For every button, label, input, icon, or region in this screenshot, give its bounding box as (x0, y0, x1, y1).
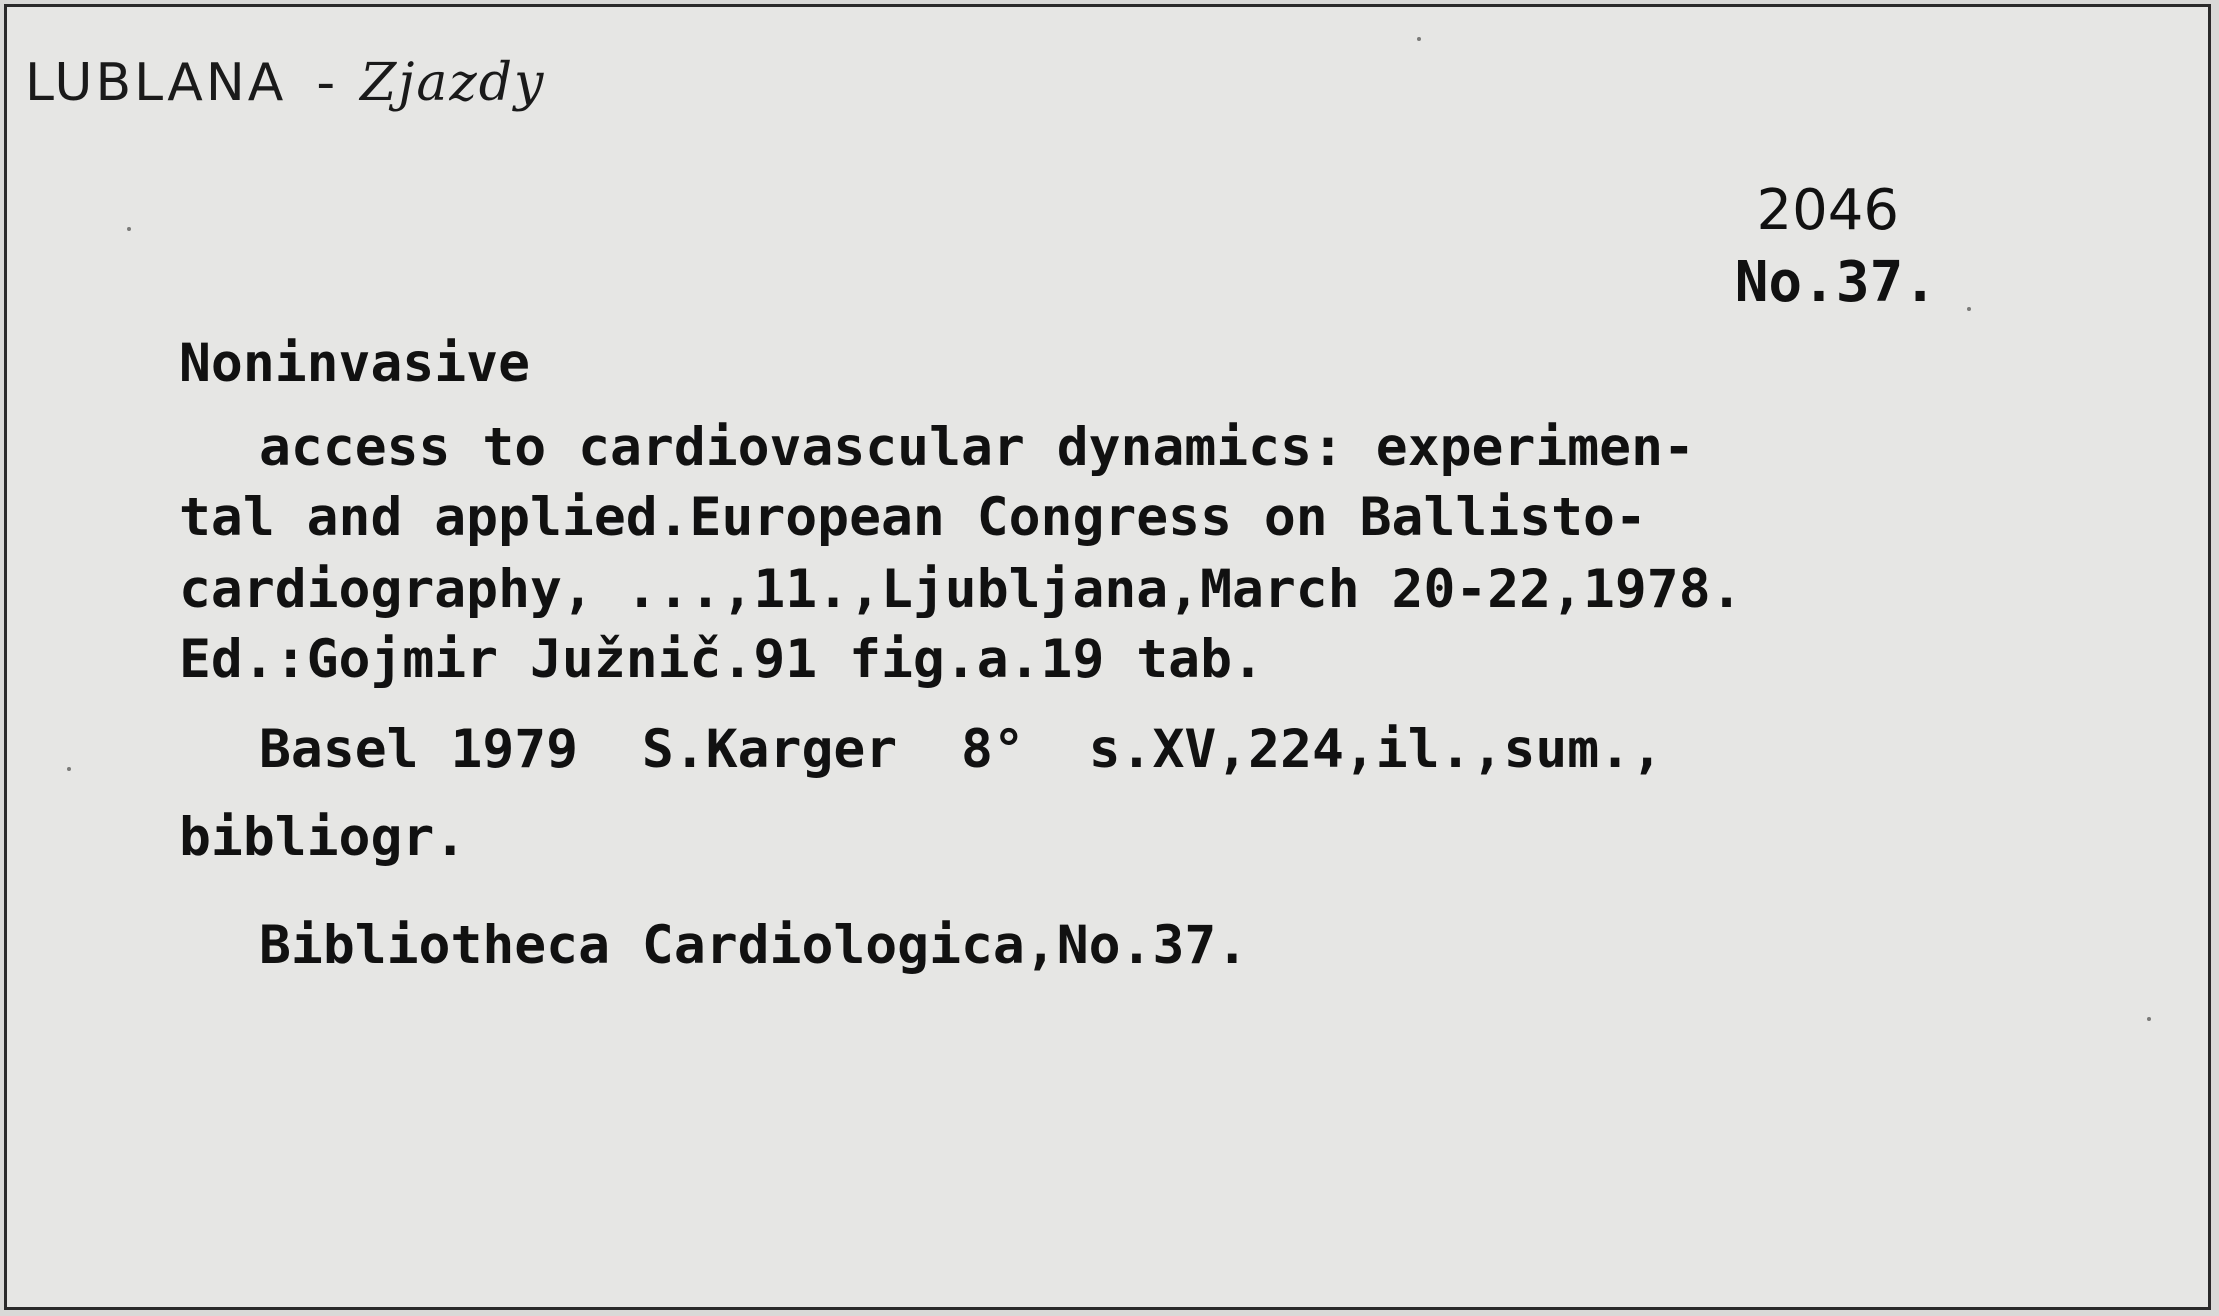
dust-speck (67, 767, 71, 771)
entry-title: Noninvasive (179, 333, 530, 394)
dust-speck (1417, 37, 1421, 41)
series-number: No.37. (1734, 250, 1937, 315)
entry-line-3: cardiography, ...,11.,Ljubljana,March 20-22,1978. (179, 559, 1743, 620)
entry-line-1: access to cardiovascular dynamics: experimen- (259, 417, 1695, 478)
dust-speck (127, 227, 131, 231)
accession-number: 2046 (1756, 178, 1899, 243)
reference-block (1657, 175, 1937, 319)
dust-speck (2147, 1017, 2151, 1021)
heading-place: LUBLANA (25, 53, 287, 113)
card-heading (25, 53, 545, 113)
dust-speck (1967, 307, 1971, 311)
catalog-card (4, 4, 2211, 1310)
heading-separator: - (316, 53, 339, 113)
imprint-line: Basel 1979 S.Karger 8° s.XV,224,il.,sum., (259, 719, 1663, 780)
heading-subject: Zjazdy (360, 53, 546, 113)
entry-line-4: Ed.:Gojmir Južnič.91 fig.a.19 tab. (179, 629, 1264, 690)
imprint-continuation: bibliogr. (179, 807, 467, 868)
series-statement: Bibliotheca Cardiologica,No.37. (259, 915, 1249, 976)
entry-line-2: tal and applied.European Congress on Ballisto- (179, 487, 1647, 548)
